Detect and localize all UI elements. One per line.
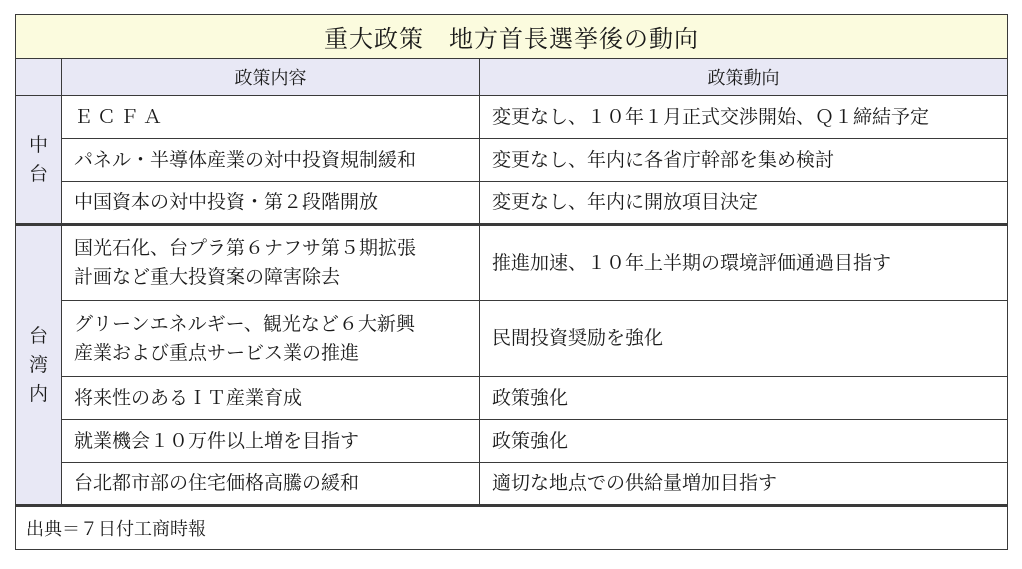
row-content: 国光石化、台プラ第６ナフサ第５期拡張 計画など重大投資案の障害除去 — [62, 225, 480, 301]
policy-table — [15, 14, 1008, 550]
row-trend: 推進加速、１０年上半期の環境評価通過目指す — [480, 225, 1008, 301]
row-content: 台北都市部の住宅価格高騰の緩和 — [62, 463, 480, 506]
row-content: 将来性のあるＩＴ産業育成 — [62, 377, 480, 420]
group-label-cross-strait: 中 台 — [16, 96, 62, 225]
row-content: パネル・半導体産業の対中投資規制緩和 — [62, 139, 480, 182]
row-trend: 変更なし、年内に開放項目決定 — [480, 182, 1008, 225]
row-content: 就業機会１０万件以上増を目指す — [62, 420, 480, 463]
row-trend: 政策強化 — [480, 420, 1008, 463]
header-blank — [16, 59, 62, 96]
row-content: ＥＣＦＡ — [62, 96, 480, 139]
row-trend: 変更なし、１０年１月正式交渉開始、Ｑ１締結予定 — [480, 96, 1008, 139]
row-trend: 民間投資奨励を強化 — [480, 301, 1008, 377]
policy-table-container — [15, 14, 1007, 550]
row-content: 中国資本の対中投資・第２段階開放 — [62, 182, 480, 225]
header-trend: 政策動向 — [480, 59, 1008, 96]
group-label-domestic: 台 湾 内 — [16, 225, 62, 506]
row-content: グリーンエネルギー、観光など６大新興 産業および重点サービス業の推進 — [62, 301, 480, 377]
row-trend: 政策強化 — [480, 377, 1008, 420]
table-title: 重大政策 地方首長選挙後の動向 — [16, 15, 1008, 59]
row-trend: 変更なし、年内に各省庁幹部を集め検討 — [480, 139, 1008, 182]
row-trend: 適切な地点での供給量増加目指す — [480, 463, 1008, 506]
header-content: 政策内容 — [62, 59, 480, 96]
source-footer: 出典＝７日付工商時報 — [16, 506, 1008, 550]
